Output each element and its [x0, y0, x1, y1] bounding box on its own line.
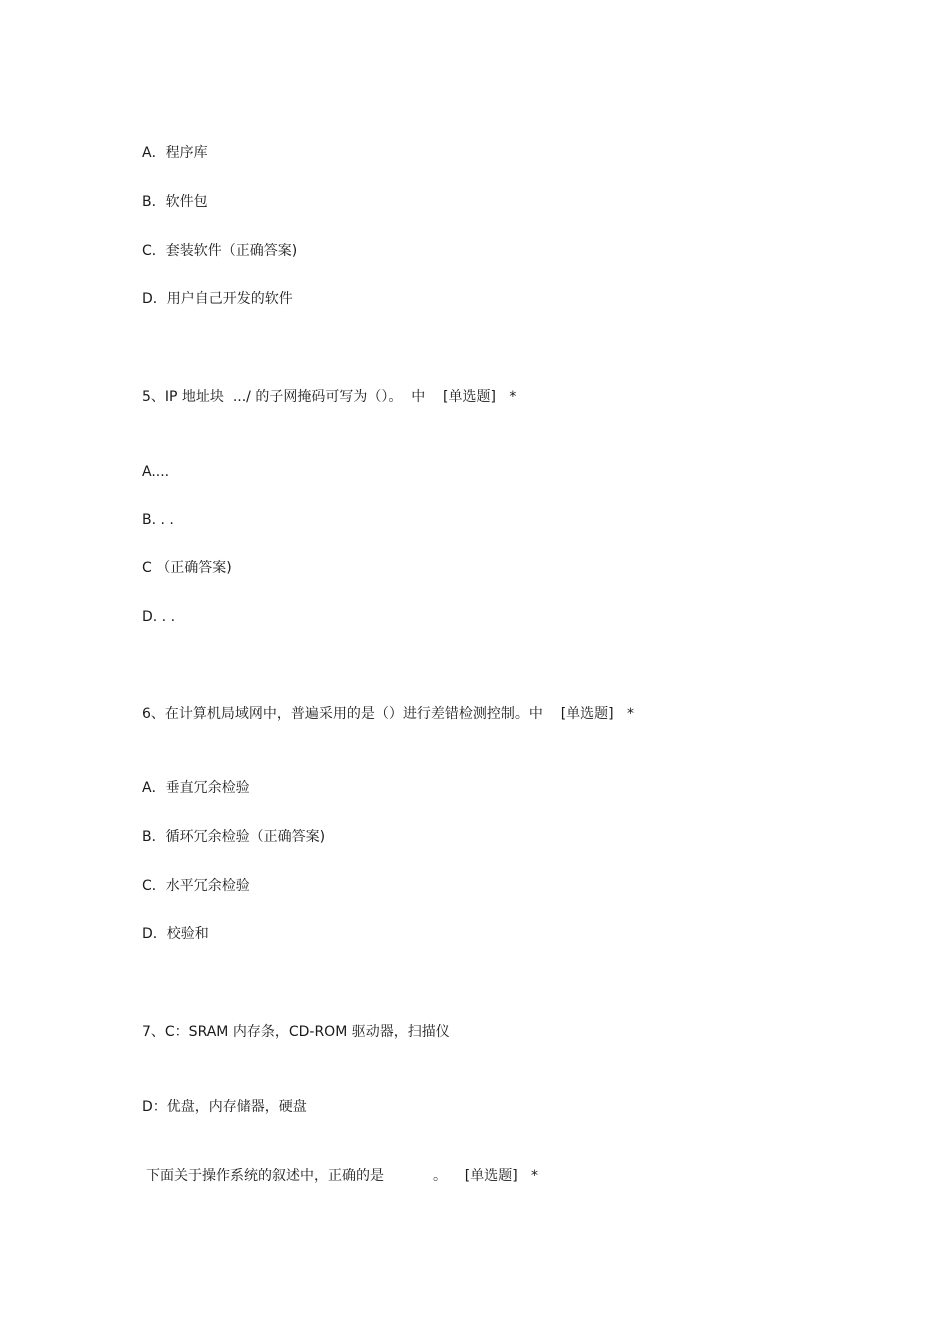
option-c-text: C．套装软件（正确答案): [142, 243, 298, 259]
option-d-text: D．用户自己开发的软件: [142, 291, 293, 307]
q6-option-c: C．水平冗余检验: [142, 878, 250, 894]
next-question: 下面关于操作系统的叙述中，正确的是 。 [单选题] *: [146, 1168, 539, 1184]
q5-option-a: A....: [142, 464, 170, 480]
q6-option-a: A．垂直冗余检验: [142, 780, 250, 796]
question-7-option-d: D：优盘，内存储器，硬盘: [142, 1099, 307, 1115]
q5-option-b: B. . .: [142, 512, 174, 528]
option-a-text: A．程序库: [142, 145, 208, 161]
option-b-text: B．软件包: [142, 194, 208, 210]
question-5: 5、IP 地址块 .../ 的子网掩码可写为（）。 中 [单选题] *: [142, 389, 517, 405]
question-7-option-c: 7、C：SRAM 内存条，CD-ROM 驱动器，扫描仪: [142, 1024, 450, 1040]
q6-option-b: B．循环冗余检验（正确答案): [142, 829, 326, 845]
q6-option-d: D．校验和: [142, 926, 209, 942]
question-6: 6、在计算机局域网中，普遍采用的是（）进行差错检测控制。中 [单选题] *: [142, 706, 634, 722]
q5-option-c: C （正确答案): [142, 560, 232, 576]
q5-option-d: D. . .: [142, 609, 176, 625]
